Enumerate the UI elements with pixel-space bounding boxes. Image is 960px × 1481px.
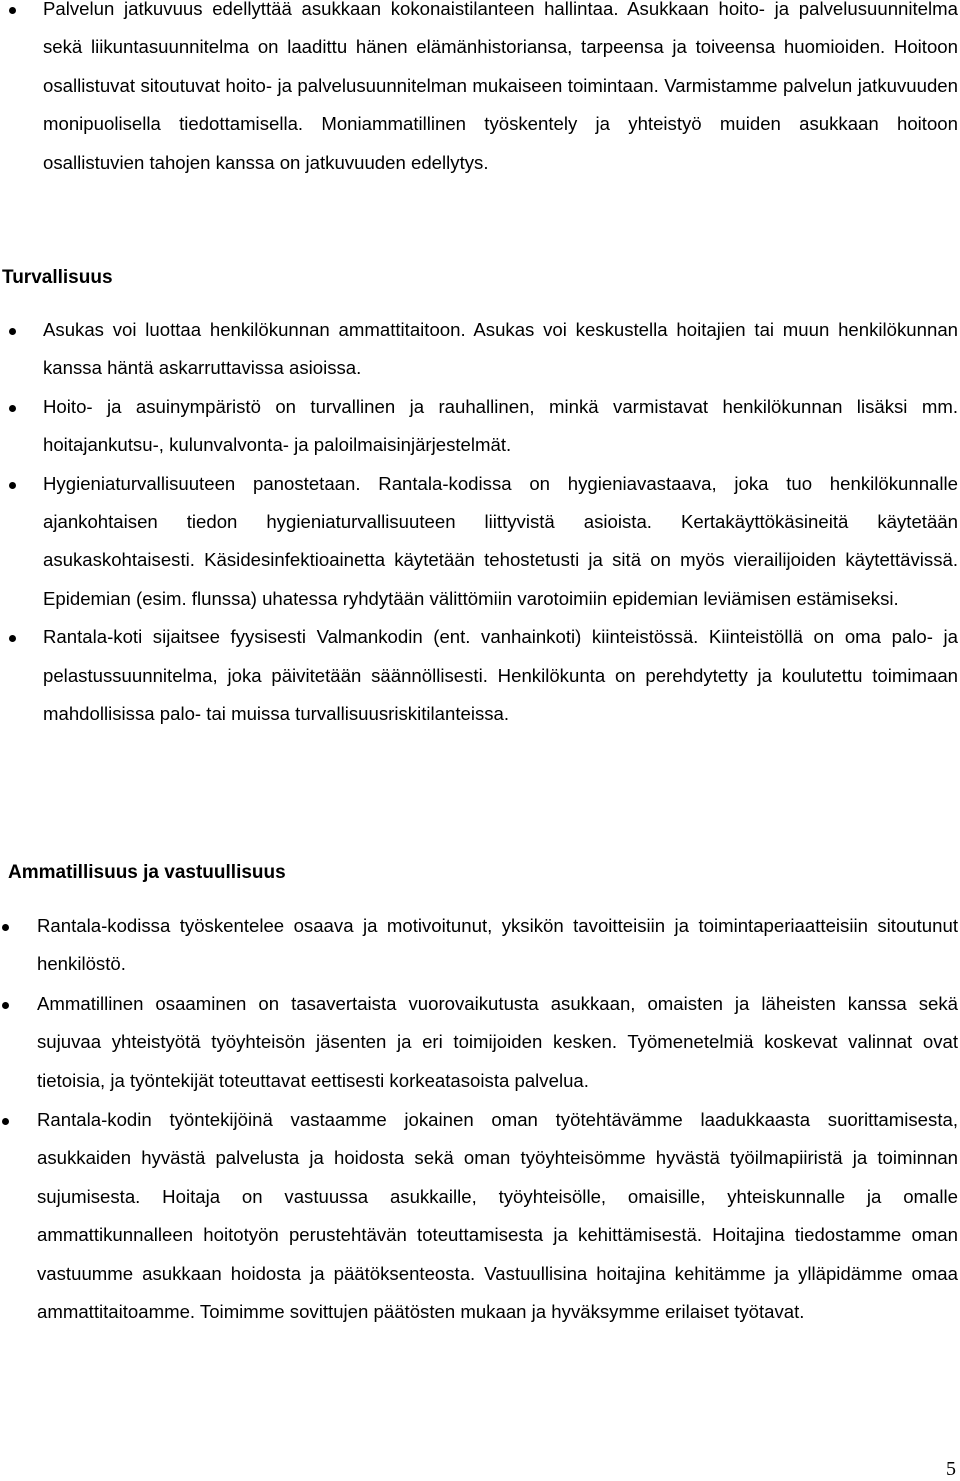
paragraph: Rantala-kodissa työskentelee osaava ja motivoitunut, yksikön tavoitteisiin ja toimintaperiaatteisiin sitoutunut henkilöstö. [37, 915, 958, 975]
list-item [0, 1101, 960, 1331]
list-item [0, 311, 960, 388]
bullet-icon [9, 7, 16, 14]
paragraph: Ammatillinen osaaminen on tasavertaista vuorovaikutusta asukkaan, omaisten ja läheisten kanssa sekä sujuvaa yhteistyötä työyhteisön jäsenten ja eri toimijoiden kesken. Työmenetelmiä koskevat valinnat ovat tietoisia, ja työntekijät toteuttavat eettisesti korkeatasoista palvelua. [37, 992, 958, 1091]
bullet-icon [2, 924, 9, 931]
list-item [0, 985, 960, 1100]
turvallisuus-bullet-list [0, 311, 960, 733]
paragraph: Rantala-kodin työntekijöinä vastaamme jokainen oman työtehtävämme laadukkaasta suorittamisesta, asukkaiden hyvästä palvelusta ja hoidosta sekä oman työyhteisömme hyvästä työilmapiiristä ja toiminnan sujumisesta. Hoitaja on vastuussa asukkaille, työyhteisölle, omaisille, yhteiskunnalle ja omalle ammattikunnalleen hoitotyön perustehtävän toteuttamisesta ja kehittämisestä. Hoitajina tiedostamme oman vastuumme asukkaan hoidosta ja päätöksenteosta. Vastuullisina hoitajina kehitämme ja ylläpidämme omaa ammattitaitoamme. Toimimme sovittujen päätösten mukaan ja hyväksymme erilaiset työtavat. [37, 1109, 958, 1323]
bullet-icon [9, 482, 16, 489]
list-item [0, 907, 960, 984]
bullet-icon [9, 405, 16, 412]
section-heading-turvallisuus: Turvallisuus [2, 267, 113, 288]
list-item [0, 388, 960, 465]
paragraph: Rantala-koti sijaitsee fyysisesti Valmankodin (ent. vanhainkoti) kiinteistössä. Kiinteistöllä on oma palo- ja pelastussuunnitelma, joka päivitetään säännöllisesti. Henkilökunta on perehdytetty ja koulutettu toimimaan mahdollisissa palo- tai muissa turvallisuusriskitilanteissa. [43, 626, 958, 725]
paragraph: Hoito- ja asuinympäristö on turvallinen ja rauhallinen, minkä varmistavat henkilökunnan lisäksi mm. hoitajankutsu-, kulunvalvonta- ja paloilmaisinjärjestelmät. [43, 395, 958, 456]
bullet-icon [9, 635, 16, 642]
list-item [0, 618, 960, 733]
page-number: 5 [946, 1458, 956, 1480]
section-heading-ammatillisuus: Ammatillisuus ja vastuullisuus [8, 862, 286, 883]
bullet-icon [9, 328, 16, 335]
bullet-icon [2, 1118, 9, 1125]
ammatillisuus-bullet-list [0, 907, 960, 1332]
paragraph: Hygieniaturvallisuuteen panostetaan. Rantala-kodissa on hygieniavastaava, joka tuo henkilökunnalle ajankohtaisen tiedon hygieniaturvallisuuteen liittyvistä asioista. Kertakäyttökäsineitä käytetään asukaskohtaisesti. Käsidesinfektioainetta käytetään tehostetusti ja sitä on myös vierailijoiden käytettävissä. Epidemian (esim. flunssa) uhatessa ryhdytään välittömiin varotoimiin epidemian leviämisen estämiseksi. [43, 472, 958, 609]
paragraph: Palvelun jatkuvuus edellyttää asukkaan kokonaistilanteen hallintaa. Asukkaan hoito- ja palvelusuunnitelma sekä liikuntasuunnitelma on laadittu hänen elämänhistoriansa, tarpeensa ja toiveensa huomioiden. Hoitoon osallistuvat sitoutuvat hoito- ja palvelusuunnitelman mukaiseen toimintaan. Varmistamme palvelun jatkuvuuden monipuolisella tiedottamisella. Moniammatillinen työskentely ja yhteistyö muiden asukkaan hoitoon osallistuvien tahojen kanssa on jatkuvuuden edellytys. [43, 0, 958, 173]
bullet-icon [2, 1002, 9, 1009]
paragraph: Asukas voi luottaa henkilökunnan ammattitaitoon. Asukas voi keskustella hoitajien tai muun henkilökunnan kanssa häntä askarruttavissa asioissa. [43, 319, 958, 379]
list-item [0, 465, 960, 619]
list-item [0, 0, 960, 182]
intro-bullet-list [0, 0, 960, 182]
